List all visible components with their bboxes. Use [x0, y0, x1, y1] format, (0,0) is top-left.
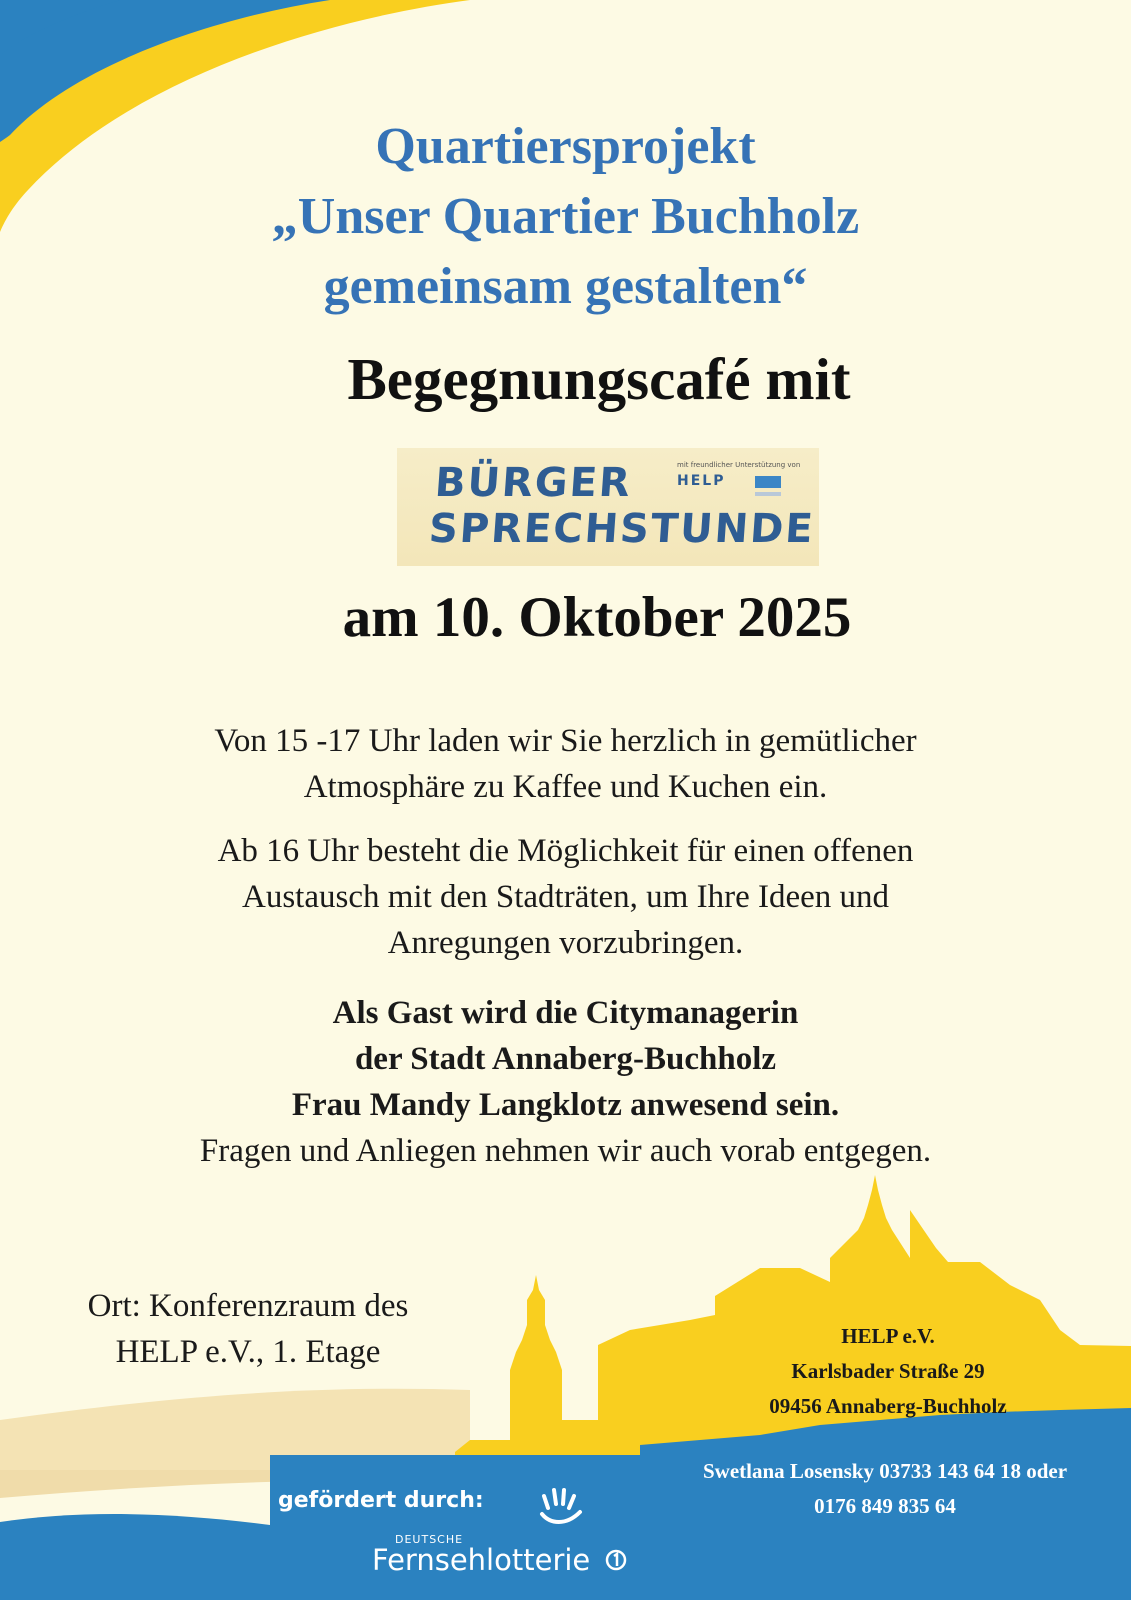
contact-line-2: 0176 849 835 64	[814, 1494, 956, 1518]
guest-line-4: Fragen und Anliegen nehmen wir auch vorab entgegen.	[199, 1133, 932, 1169]
lottery-logo-small: DEUTSCHE	[395, 1533, 464, 1546]
address-city: 09456 Annaberg-Buchholz	[769, 1394, 1007, 1418]
project-title	[0, 112, 1131, 322]
title-line-3: gemeinsam gestalten“	[323, 258, 808, 315]
sponsor-label: gefördert durch:	[278, 1488, 484, 1513]
paragraph-1	[0, 718, 1131, 810]
banner-word-1: BÜRGER	[433, 460, 634, 506]
event-date: am 10. Oktober 2025	[342, 586, 852, 649]
paragraph-2-line-3: Anregungen vorzubringen.	[387, 925, 744, 961]
hand-logo-icon	[536, 1486, 586, 1528]
paragraph-1-line-1: Von 15 -17 Uhr laden wir Sie herzlich in gemütlicher	[214, 723, 917, 759]
location-line-1: Ort: Konferenzraum des	[87, 1288, 409, 1324]
title-line-1: Quartiersprojekt	[375, 118, 756, 175]
partner-logo-icon	[755, 476, 781, 488]
location-line-2: HELP e.V., 1. Etage	[115, 1334, 381, 1370]
address-org: HELP e.V.	[841, 1324, 935, 1348]
ard-one-icon	[604, 1548, 628, 1572]
guest-line-1: Als Gast wird die Citymanagerin	[332, 995, 799, 1031]
address-street: Karlsbader Straße 29	[791, 1359, 985, 1383]
paragraph-1-line-2: Atmosphäre zu Kaffee und Kuchen ein.	[303, 769, 828, 805]
guest-line-3: Frau Mandy Langklotz anwesend sein.	[291, 1087, 840, 1123]
paragraph-2-line-1: Ab 16 Uhr besteht die Möglichkeit für einen offenen	[217, 833, 914, 869]
guest-line-2: der Stadt Annaberg-Buchholz	[354, 1041, 777, 1077]
paragraph-2-line-2: Austausch mit den Stadträten, um Ihre Ideen und	[242, 879, 889, 915]
title-line-2: „Unser Quartier Buchholz	[271, 188, 860, 245]
buergersprechstunde-banner	[397, 448, 819, 566]
banner-word-2: SPRECHSTUNDE	[427, 506, 817, 552]
help-logo: HELP	[677, 473, 726, 489]
paragraph-2	[0, 828, 1131, 966]
contact-line-1: Swetlana Losensky 03733 143 64 18 oder	[702, 1459, 1068, 1483]
guest-paragraph	[0, 990, 1131, 1174]
banner-support-text: mit freundlicher Unterstützung von	[677, 461, 801, 469]
cafe-heading: Begegnungscafé mit	[347, 346, 851, 412]
lottery-logo-main: Fernsehlotterie	[372, 1543, 591, 1577]
address-block	[712, 1319, 1064, 1424]
contact-block	[640, 1454, 1130, 1524]
location	[38, 1283, 458, 1375]
partner-logo-caption	[755, 492, 781, 496]
